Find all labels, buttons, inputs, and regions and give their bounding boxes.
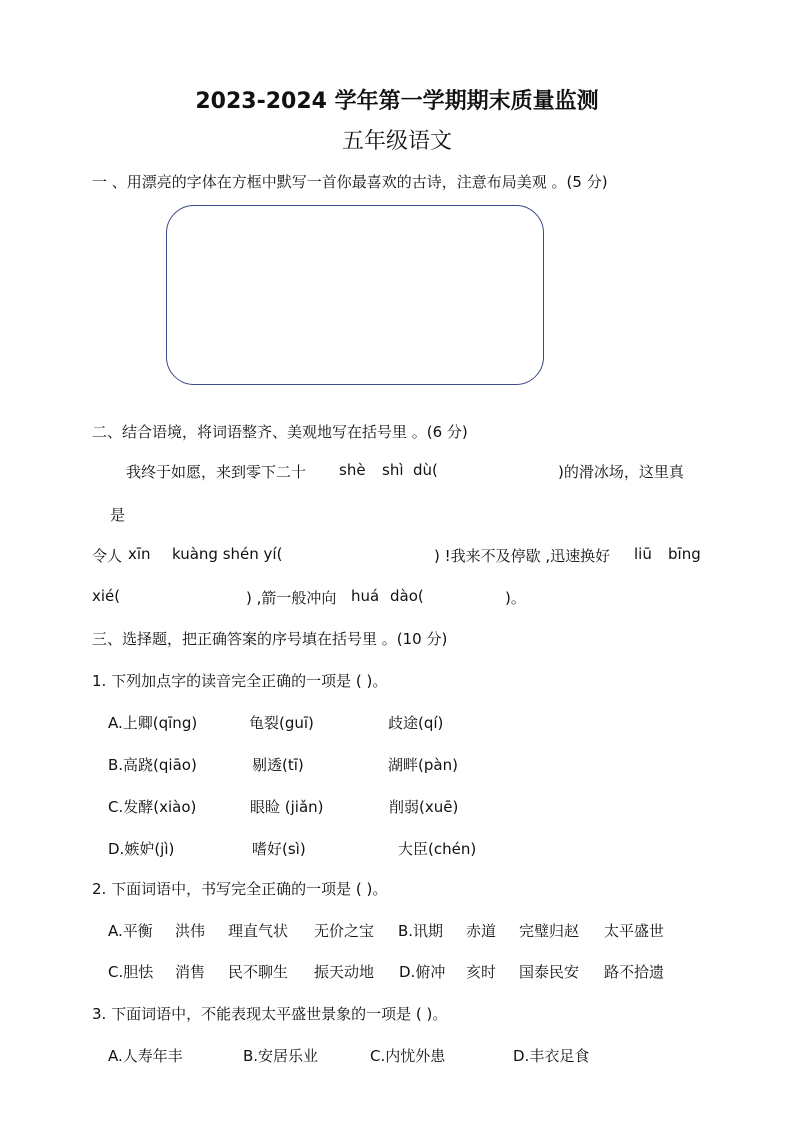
pinyin-hua: huá <box>351 587 380 605</box>
q1-option-c-3: 削弱(xuē) <box>389 798 459 816</box>
line2-text: 令人 <box>92 547 123 565</box>
q1-option-c-1[interactable]: C.发酵(xiào) <box>108 798 197 816</box>
q2-option-b-label[interactable]: B.讯期 <box>398 922 444 940</box>
q2-option-d-label[interactable]: D.俯冲 <box>399 963 446 981</box>
q1-option-a-1[interactable]: A.上卿(qīng) <box>108 714 198 732</box>
q2-word: 洪伟 <box>175 922 206 940</box>
q1-option-b-2: 剔透(tī) <box>252 756 304 774</box>
q1-option-a-2: 龟裂(guī) <box>249 714 314 732</box>
q2-word: 理直气状 <box>228 922 289 940</box>
q3-option-d[interactable]: D.丰衣足食 <box>513 1047 590 1065</box>
poem-writing-box[interactable] <box>166 205 544 385</box>
pinyin-bing: bīng <box>668 545 701 563</box>
q2-word: 消售 <box>175 963 206 981</box>
question-1-stem: 1. 下列加点字的读音完全正确的一项是 ( )。 <box>92 672 388 690</box>
pinyin-du-open: dù( <box>413 461 438 479</box>
pinyin-shi: shì <box>382 461 404 479</box>
question-2-stem: 2. 下面词语中，书写完全正确的一项是 ( )。 <box>92 880 388 898</box>
q3-option-a[interactable]: A.人寿年丰 <box>108 1047 183 1065</box>
section2-heading: 二、结合语境，将词语整齐、美观地写在括号里 。(6 分) <box>92 423 468 441</box>
line1-text: 我终于如愿，来到零下二十 <box>126 463 307 481</box>
q2-word: 振天动地 <box>314 963 375 981</box>
q1-option-b-3: 湖畔(pàn) <box>388 756 458 774</box>
exam-title: 2023-2024 学年第一学期期末质量监测 <box>195 89 599 114</box>
question-3-stem: 3. 下面词语中，不能表现太平盛世景象的一项是 ( )。 <box>92 1005 448 1023</box>
line1-continued: 是 <box>110 506 126 524</box>
section1-heading: 一 、用漂亮的字体在方框中默写一首你最喜欢的古诗，注意布局美观 。(5 分) <box>92 173 608 191</box>
q1-option-b-1[interactable]: B.高跷(qiāo) <box>108 756 197 774</box>
pinyin-xie-open: xié( <box>92 587 121 605</box>
q2-option-a-label[interactable]: A.平衡 <box>108 922 153 940</box>
line3-text: ) ,箭一般冲向 <box>246 589 337 607</box>
line1-tail: )的滑冰场，这里真 <box>558 463 684 481</box>
q2-option-c-label[interactable]: C.胆怯 <box>108 963 154 981</box>
pinyin-liu: liū <box>634 545 652 563</box>
q2-word: 赤道 <box>466 922 497 940</box>
q3-option-c[interactable]: C.内忧外患 <box>370 1047 446 1065</box>
q1-option-d-3: 大臣(chén) <box>398 840 477 858</box>
exam-subtitle: 五年级语文 <box>341 129 452 154</box>
q2-word: 民不聊生 <box>228 963 289 981</box>
q2-word: 亥时 <box>466 963 497 981</box>
q3-option-b[interactable]: B.安居乐业 <box>243 1047 319 1065</box>
q2-word: 无价之宝 <box>314 922 375 940</box>
line2-middle: ) !我来不及停歇 ,迅速换好 <box>434 547 611 565</box>
pinyin-kuang-shen-yi: kuàng shén yí( <box>172 545 283 563</box>
q2-word: 完璧归赵 <box>519 922 580 940</box>
q1-option-a-3: 歧途(qí) <box>388 714 444 732</box>
q1-option-c-2: 眼睑 (jiǎn) <box>250 798 324 816</box>
q2-word: 太平盛世 <box>604 922 665 940</box>
pinyin-she: shè <box>339 461 366 479</box>
q1-option-d-2: 嗜好(sì) <box>252 840 306 858</box>
q2-word: 国泰民安 <box>519 963 580 981</box>
section3-heading: 三、选择题，把正确答案的序号填在括号里 。(10 分) <box>92 630 448 648</box>
pinyin-dao-open: dào( <box>390 587 424 605</box>
pinyin-xin: xīn <box>128 545 151 563</box>
q1-option-d-1[interactable]: D.嫉妒(jì) <box>108 840 175 858</box>
q2-word: 路不拾遗 <box>604 963 665 981</box>
line3-tail: )。 <box>505 589 526 607</box>
